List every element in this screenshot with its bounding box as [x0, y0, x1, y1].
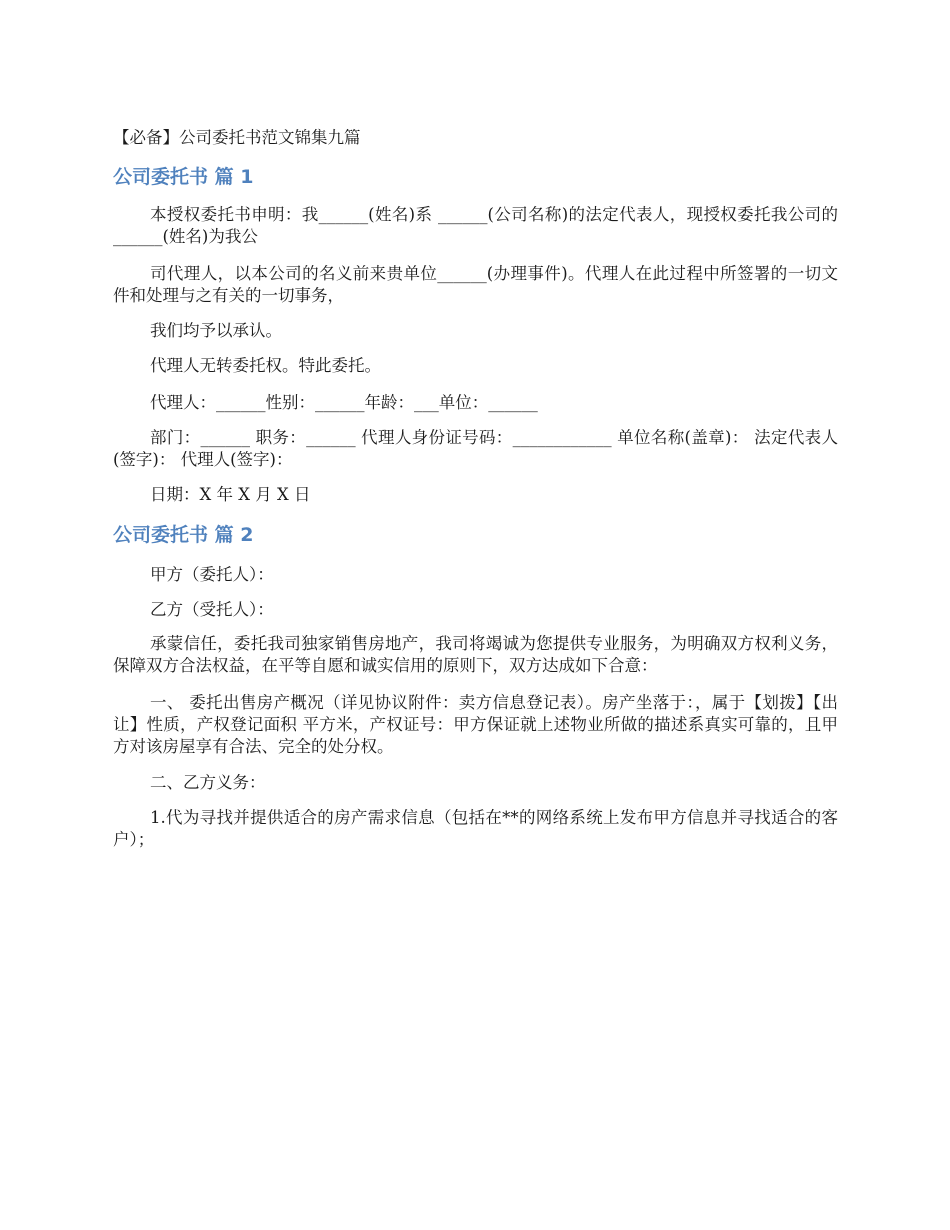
- paragraph: 本授权委托书申明：我______(姓名)系 ______(公司名称)的法定代表人，现授权委托我公司的______(姓名)为我公: [113, 205, 838, 246]
- document-title: 【必备】公司委托书范文锦集九篇: [113, 128, 361, 147]
- paragraph: 部门：______ 职务：______ 代理人身份证号码：____________ 单位名称(盖章)： 法定代表人(签字)： 代理人(签字)：: [113, 428, 838, 469]
- paragraph: 日期：X 年 X 月 X 日: [150, 485, 311, 504]
- paragraph: 我们均予以承认。: [150, 321, 282, 340]
- paragraph: 代理人：______性别：______年龄：___单位：______: [150, 393, 538, 412]
- paragraph: 甲方（委托人）：: [150, 565, 274, 584]
- paragraph: 司代理人，以本公司的名义前来贵单位______(办理事件)。代理人在此过程中所签署的一切文件和处理与之有关的一切事务，: [113, 264, 838, 305]
- paragraph: 1.代为寻找并提供适合的房产需求信息（包括在**的网络系统上发布甲方信息并寻找适合的客户）；: [113, 808, 838, 849]
- paragraph: 承蒙信任，委托我司独家销售房地产，我司将竭诚为您提供专业服务，为明确双方权利义务，保障双方合法权益，在平等自愿和诚实信用的原则下，双方达成如下合意：: [113, 634, 838, 675]
- paragraph: 二、乙方义务：: [150, 773, 266, 792]
- section-heading-2: 公司委托书 篇 2: [113, 524, 254, 546]
- paragraph: 乙方（受托人）：: [150, 600, 274, 619]
- section-heading-1: 公司委托书 篇 1: [113, 166, 254, 188]
- paragraph: 代理人无转委托权。特此委托。: [150, 356, 381, 375]
- paragraph: 一、 委托出售房产概况（详见协议附件：卖方信息登记表）。房产坐落于：，属于【划拨】【出让】性质，产权登记面积 平方米，产权证号：甲方保证就上述物业所做的描述系真实可靠的，且甲方对该房屋享有合法、完全的处分权。: [113, 693, 838, 756]
